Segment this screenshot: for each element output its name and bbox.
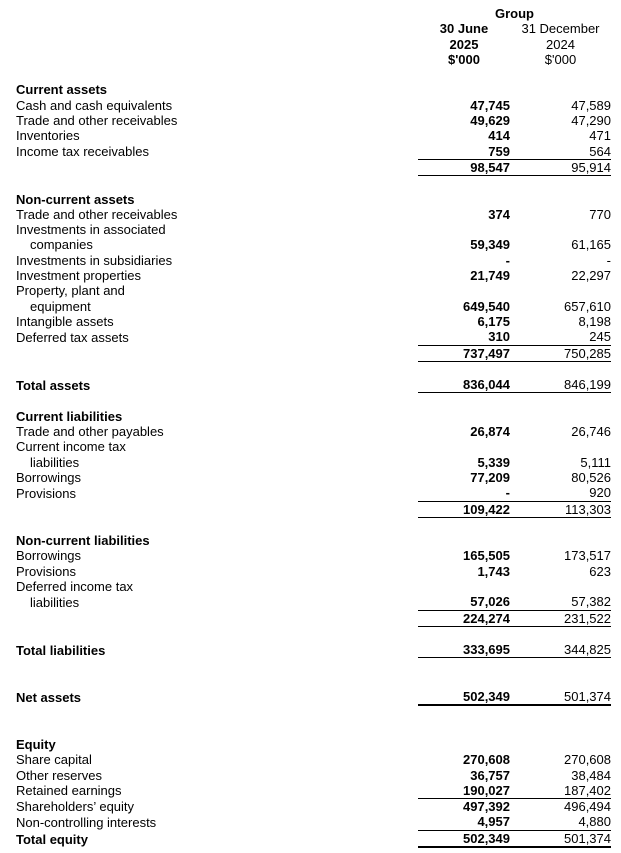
value-2024: 80,526 (571, 469, 611, 485)
empty-cell (510, 658, 611, 674)
empty-cell (510, 283, 611, 298)
row-label: Provisions (16, 563, 76, 579)
row-label: Trade and other payables (16, 424, 164, 440)
value-2025: 57,026 (470, 594, 510, 610)
empty-cell (418, 176, 510, 192)
value-2025: 36,757 (470, 767, 510, 783)
row-label: Investments in subsidiaries (16, 252, 173, 268)
empty-cell (510, 361, 611, 377)
row-label-line2: equipment (30, 298, 91, 314)
empty-cell (16, 21, 418, 36)
value-2025: 1,743 (477, 563, 510, 579)
empty-cell (418, 192, 510, 207)
empty-cell (16, 6, 418, 21)
empty-cell (510, 393, 611, 409)
subtotal-2025: 737,497 (418, 345, 510, 361)
empty-cell (510, 737, 611, 752)
value-2025: 759 (488, 143, 510, 159)
row-label: Borrowings (16, 548, 82, 564)
empty-cell (16, 501, 418, 517)
section-title: Non-current assets (16, 191, 135, 207)
total-label: Total assets (16, 377, 91, 393)
line-item-row-wrap-bottom (16, 455, 611, 470)
column-header-year-2025: 2025 (449, 36, 479, 52)
unit-header-row (16, 52, 611, 67)
line-item-row (16, 113, 611, 128)
row-label: Deferred tax assets (16, 329, 129, 345)
empty-cell (16, 705, 418, 721)
subtotal-2024: 95,914 (510, 159, 611, 175)
section-header-row (16, 737, 611, 752)
value-2024: 564 (589, 143, 611, 159)
empty-cell (16, 159, 418, 175)
empty-cell (418, 626, 510, 642)
value-2024: 920 (589, 485, 611, 501)
empty-cell (510, 674, 611, 689)
section-title: Non-current liabilities (16, 533, 150, 549)
value-2024: 623 (589, 563, 611, 579)
empty-cell (510, 82, 611, 97)
empty-cell (16, 674, 418, 689)
column-header-year-2024: 2024 (546, 36, 575, 52)
empty-cell (16, 37, 418, 52)
subtotal-2024: 113,303 (510, 501, 611, 517)
section-header-row (16, 82, 611, 97)
value-2025: 47,745 (470, 97, 510, 113)
line-item-row-wrap-top (16, 222, 611, 237)
total-equity-2025: 502,349 (418, 830, 510, 847)
empty-cell (418, 361, 510, 377)
row-label: Borrowings (16, 469, 82, 485)
row-label: Inventories (16, 128, 80, 144)
spacer-row (16, 176, 611, 192)
row-label-line1: Investments in associated (16, 222, 166, 238)
row-label: Trade and other receivables (16, 206, 178, 222)
empty-cell (510, 439, 611, 454)
empty-cell (418, 409, 510, 424)
line-item-row (16, 470, 611, 485)
empty-cell (510, 176, 611, 192)
row-label: Retained earnings (16, 783, 122, 799)
row-label: Provisions (16, 485, 76, 501)
value-2024: 5,111 (580, 454, 611, 470)
spacer-row (16, 658, 611, 674)
empty-cell (418, 439, 510, 454)
empty-cell (418, 283, 510, 298)
value-2025: 49,629 (470, 113, 510, 129)
empty-cell (510, 409, 611, 424)
value-2024: 22,297 (571, 268, 611, 284)
row-label: Non-controlling interests (16, 814, 157, 830)
empty-cell (418, 82, 510, 97)
balance-sheet-table (16, 6, 611, 848)
value-2024: 26,746 (571, 424, 611, 440)
total-2025: 836,044 (418, 377, 510, 393)
row-label: Investment properties (16, 268, 142, 284)
column-header-period-2024: 31 December (521, 21, 600, 37)
empty-cell (510, 222, 611, 237)
value-2024: 61,165 (571, 237, 611, 253)
line-item-row-wrap-top (16, 439, 611, 454)
empty-cell (418, 533, 510, 548)
empty-cell (510, 626, 611, 642)
subtotal-row (16, 501, 611, 517)
value-2024: 245 (589, 329, 611, 345)
line-item-row (16, 783, 611, 799)
section-title: Current liabilities (16, 408, 123, 424)
line-item-row-wrap-top (16, 579, 611, 594)
empty-cell (16, 345, 418, 361)
value-2025: 21,749 (470, 268, 510, 284)
line-item-row (16, 253, 611, 268)
empty-cell (418, 67, 510, 82)
line-item-row-wrap-bottom (16, 299, 611, 314)
row-label: Shareholders’ equity (16, 799, 135, 815)
line-item-row (16, 548, 611, 563)
empty-cell (16, 610, 418, 626)
empty-cell (16, 67, 418, 82)
value-2025: 190,027 (418, 783, 510, 799)
empty-cell (16, 722, 418, 737)
column-header-period-2025: 30 June (439, 21, 489, 37)
value-2025: 414 (488, 128, 510, 144)
row-label-line2: companies (30, 237, 93, 253)
line-item-row-wrap-bottom (16, 594, 611, 610)
line-item-row-wrap-top (16, 283, 611, 298)
line-item-row (16, 144, 611, 160)
spacer-row (16, 674, 611, 689)
row-label-line1: Current income tax (16, 439, 126, 455)
spacer-row (16, 705, 611, 721)
value-2025: 77,209 (470, 469, 510, 485)
subtotal-row (16, 159, 611, 175)
value-2025: 374 (488, 206, 510, 222)
empty-cell (16, 176, 418, 192)
total-2024: 846,199 (510, 377, 611, 393)
empty-cell (16, 658, 418, 674)
total-equity-2024: 501,374 (510, 830, 611, 847)
value-2025: 6,175 (477, 313, 510, 329)
section-title: Current assets (16, 82, 108, 98)
spacer-row (16, 393, 611, 409)
spacer-row (16, 361, 611, 377)
row-label-line1: Property, plant and (16, 283, 125, 299)
empty-cell (418, 658, 510, 674)
value-2025: 4,957 (418, 814, 510, 830)
value-2025: 270,608 (463, 752, 510, 768)
value-2024: 57,382 (571, 594, 611, 610)
empty-cell (16, 626, 418, 642)
column-header-unit-2024: $'000 (544, 51, 577, 67)
spacer-row (16, 722, 611, 737)
net-assets-2024: 501,374 (510, 689, 611, 705)
empty-cell (418, 674, 510, 689)
empty-cell (16, 517, 418, 533)
spacer-row (16, 67, 611, 82)
subtotal-row (16, 610, 611, 626)
line-item-row (16, 799, 611, 815)
subtotal-2025: 98,547 (418, 159, 510, 175)
line-item-row (16, 329, 611, 345)
net-assets-2025: 502,349 (418, 689, 510, 705)
row-label: Cash and cash equivalents (16, 97, 173, 113)
value-2025: 5,339 (477, 454, 510, 470)
subtotal-2024: 750,285 (510, 345, 611, 361)
empty-cell (510, 67, 611, 82)
row-label: Income tax receivables (16, 144, 149, 160)
year-header-row (16, 37, 611, 52)
line-item-row (16, 424, 611, 439)
column-header-unit-2025: $'000 (447, 51, 480, 67)
row-label-line2: liabilities (30, 454, 80, 470)
section-header-row (16, 192, 611, 207)
row-label: Trade and other receivables (16, 113, 178, 129)
empty-cell (510, 705, 611, 721)
empty-cell (510, 517, 611, 533)
total-equity-label: Total equity (16, 831, 88, 847)
total-label: Total liabilities (16, 642, 106, 658)
total-row (16, 377, 611, 393)
subtotal-2025: 224,274 (418, 610, 510, 626)
empty-cell (418, 722, 510, 737)
empty-cell (510, 192, 611, 207)
subtotal-row (16, 345, 611, 361)
line-item-row (16, 768, 611, 783)
line-item-row (16, 207, 611, 222)
value-2024: 173,517 (564, 548, 611, 564)
empty-cell (418, 222, 510, 237)
value-2024: 47,589 (571, 97, 611, 113)
value-2025: 649,540 (463, 298, 510, 314)
row-label-line1: Deferred income tax (16, 578, 134, 594)
line-item-row (16, 314, 611, 329)
value-2024: 4,880 (510, 814, 611, 830)
line-item-row (16, 564, 611, 579)
row-label: Other reserves (16, 767, 102, 783)
empty-cell (418, 517, 510, 533)
value-2025: - (505, 252, 510, 268)
empty-cell (510, 533, 611, 548)
row-label: Share capital (16, 752, 92, 768)
value-2025: 26,874 (470, 424, 510, 440)
row-label-line2: liabilities (30, 594, 80, 610)
value-2024: 657,610 (564, 298, 611, 314)
spacer-row (16, 517, 611, 533)
line-item-row (16, 128, 611, 143)
value-2025: 165,505 (463, 548, 510, 564)
total-equity-row (16, 830, 611, 847)
value-2024: 496,494 (564, 799, 611, 815)
line-item-row (16, 752, 611, 767)
value-2025: 59,349 (470, 237, 510, 253)
empty-cell (418, 737, 510, 752)
empty-cell (510, 722, 611, 737)
value-2024: 187,402 (510, 783, 611, 799)
value-2024: 770 (589, 206, 611, 222)
value-2024: - (606, 252, 611, 268)
value-2024: 47,290 (571, 113, 611, 129)
empty-cell (418, 393, 510, 409)
group-header-row (16, 6, 611, 21)
empty-cell (418, 705, 510, 721)
net-assets-row (16, 689, 611, 705)
value-2024: 471 (589, 128, 611, 144)
line-item-row (16, 485, 611, 501)
value-2025: 497,392 (463, 799, 510, 815)
spacer-row (16, 626, 611, 642)
section-title: Equity (16, 736, 56, 752)
subtotal-2024: 231,522 (510, 610, 611, 626)
subtotal-2025: 109,422 (418, 501, 510, 517)
group-header: Group (495, 6, 534, 21)
value-2024: 8,198 (578, 313, 611, 329)
value-2025: 310 (488, 329, 510, 345)
value-2024: 270,608 (564, 752, 611, 768)
total-row (16, 642, 611, 658)
empty-cell (16, 361, 418, 377)
section-header-row (16, 409, 611, 424)
total-2024: 344,825 (510, 642, 611, 658)
line-item-row (16, 98, 611, 113)
period-header-row (16, 21, 611, 36)
section-header-row (16, 533, 611, 548)
row-label: Intangible assets (16, 313, 114, 329)
net-assets-label: Net assets (16, 690, 82, 706)
empty-cell (16, 52, 418, 67)
empty-cell (16, 393, 418, 409)
empty-cell (510, 579, 611, 594)
line-item-row (16, 814, 611, 830)
line-item-row (16, 268, 611, 283)
value-2025: - (505, 485, 510, 501)
line-item-row-wrap-bottom (16, 237, 611, 252)
empty-cell (418, 579, 510, 594)
total-2025: 333,695 (418, 642, 510, 658)
value-2024: 38,484 (571, 767, 611, 783)
